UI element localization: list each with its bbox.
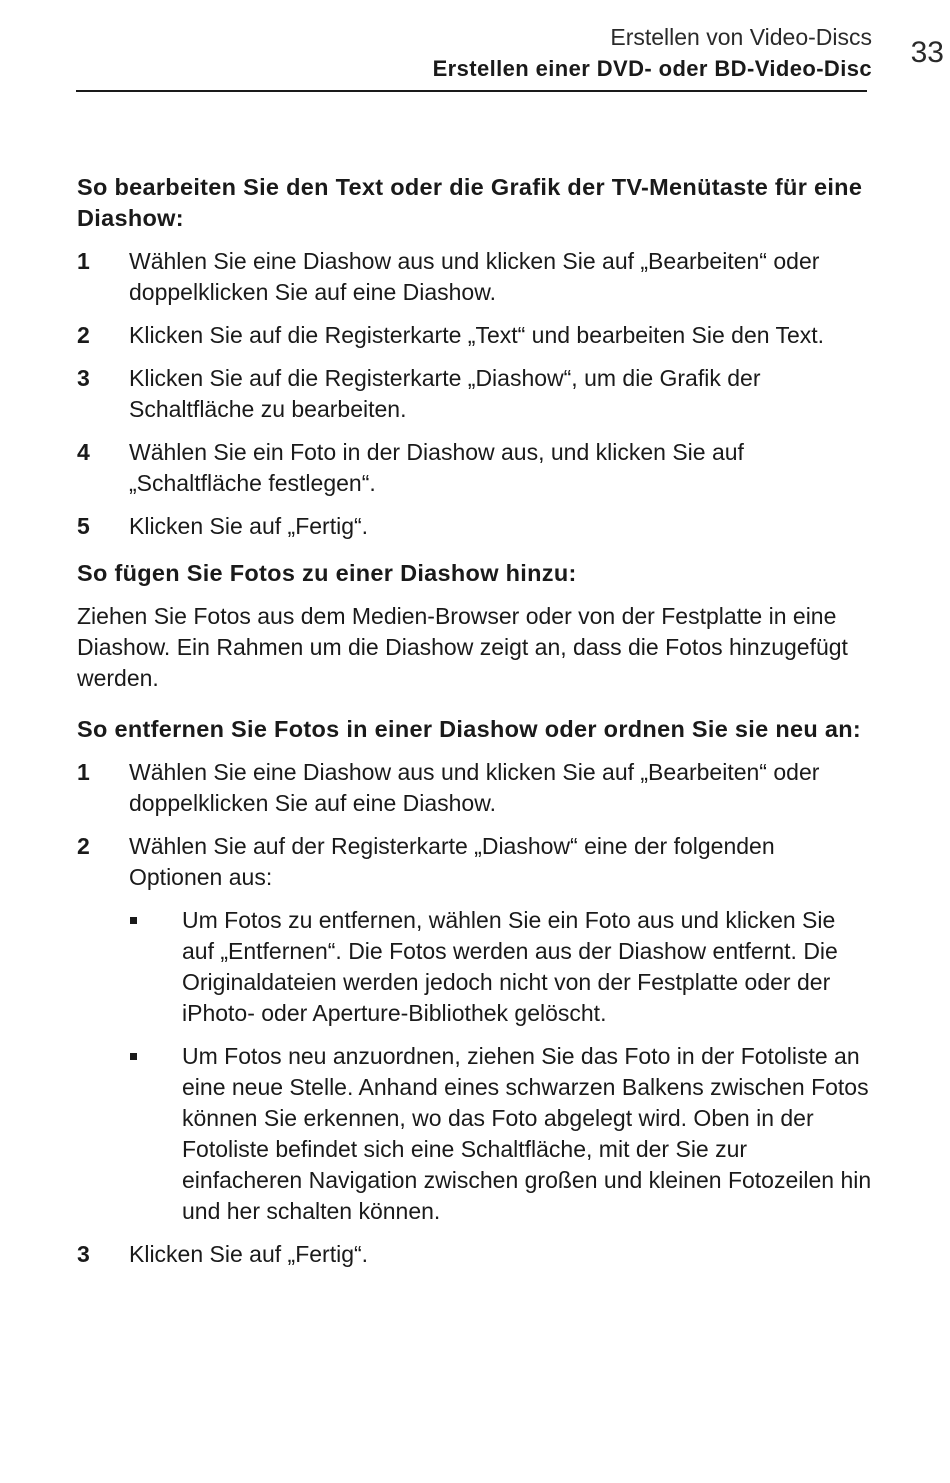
section-heading: So bearbeiten Sie den Text oder die Grafik der TV-Menütaste für eine Diashow: <box>77 174 863 231</box>
section-heading: So entfernen Sie Fotos in einer Diashow oder ordnen Sie sie neu an: <box>77 716 861 742</box>
step-list <box>77 757 872 1270</box>
bullet-square-icon <box>130 1053 137 1060</box>
step-item <box>77 246 872 308</box>
section-heading: So fügen Sie Fotos zu einer Diashow hinzu: <box>77 560 577 586</box>
bullet-square-icon <box>130 917 137 924</box>
step-item <box>77 511 872 542</box>
section-paragraph: Ziehen Sie Fotos aus dem Medien-Browser oder von der Festplatte in eine Diashow. Ein Rahmen um die Diashow zeigt an, dass die Fotos hinzugefügt werden. <box>77 603 848 691</box>
bullet-text: Um Fotos zu entfernen, wählen Sie ein Foto aus und klicken Sie auf „Entfernen“. Die Fotos werden aus der Diashow entfernt. Die Originaldateien werden jedoch nicht von der Festplatte oder der iPhoto- oder Aperture-Bibliothek gelöscht. <box>182 907 838 1026</box>
step-text: Wählen Sie eine Diashow aus und klicken Sie auf „Bearbeiten“ oder doppelklicken Sie auf eine Diashow. <box>129 759 820 816</box>
bullet-item <box>129 905 872 1029</box>
step-number: 1 <box>77 759 90 785</box>
step-text: Wählen Sie ein Foto in der Diashow aus, und klicken Sie auf „Schaltfläche festlegen“. <box>129 439 744 496</box>
bullet-text: Um Fotos neu anzuordnen, ziehen Sie das Foto in der Fotoliste an eine neue Stelle. Anhand eines schwarzen Balkens zwischen Fotos können Sie erkennen, wo das Foto abgelegt wird. Oben in der Fotoliste befindet sich eine Schaltfläche, mit der Sie zur einfacheren Navigation zwischen großen und kleinen Fotozeilen hin und her schalten können. <box>182 1043 872 1224</box>
section-title: Erstellen einer DVD- oder BD-Video-Disc <box>432 56 872 81</box>
section-add-photos <box>77 558 872 694</box>
step-list <box>77 246 872 542</box>
bullet-list <box>129 905 872 1227</box>
step-item <box>77 437 872 499</box>
step-item <box>77 1239 872 1270</box>
step-number: 2 <box>77 322 90 348</box>
step-text: Klicken Sie auf „Fertig“. <box>129 513 369 539</box>
bullet-item <box>129 1041 872 1227</box>
step-item <box>77 757 872 819</box>
step-text: Klicken Sie auf die Registerkarte „Text“ und bearbeiten Sie den Text. <box>129 322 825 348</box>
step-number: 4 <box>77 439 90 465</box>
step-item <box>77 363 872 425</box>
chapter-title: Erstellen von Video-Discs <box>610 24 872 50</box>
step-number: 5 <box>77 513 90 539</box>
step-text: Wählen Sie eine Diashow aus und klicken Sie auf „Bearbeiten“ oder doppelklicken Sie auf eine Diashow. <box>129 248 820 305</box>
section-remove-reorder <box>77 714 872 1270</box>
step-number: 3 <box>77 365 90 391</box>
section-edit-button <box>77 172 872 542</box>
step-item <box>77 831 872 1227</box>
step-item <box>77 320 872 351</box>
step-text: Klicken Sie auf „Fertig“. <box>129 1241 369 1267</box>
page-content <box>77 172 872 1286</box>
step-number: 3 <box>77 1241 90 1267</box>
step-text: Wählen Sie auf der Registerkarte „Diashow“ eine der folgenden Optionen aus: <box>129 833 775 890</box>
header-rule <box>76 90 867 92</box>
page-number: 33 <box>910 36 944 69</box>
step-number: 2 <box>77 833 90 859</box>
step-text: Klicken Sie auf die Registerkarte „Diashow“, um die Grafik der Schaltfläche zu bearbeiten. <box>129 365 761 422</box>
step-number: 1 <box>77 248 90 274</box>
